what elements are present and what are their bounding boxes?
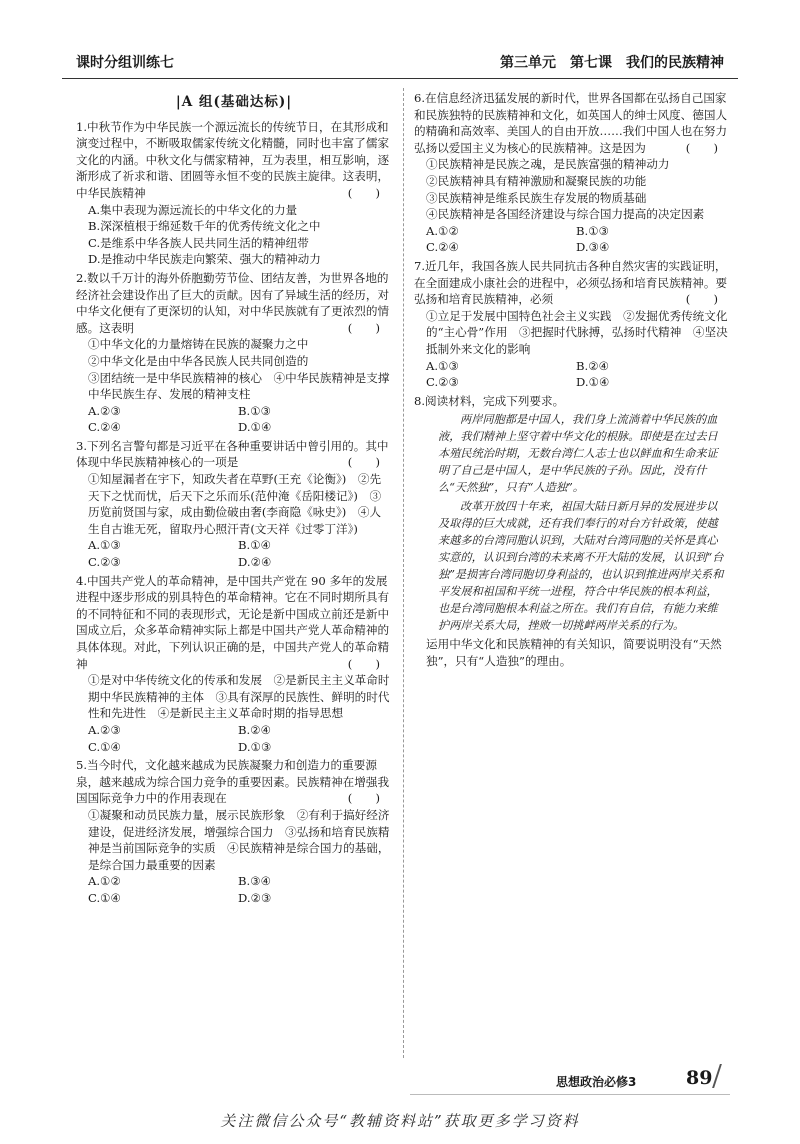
answer-option: C.②④	[88, 420, 121, 435]
answer-option: A.①②	[426, 223, 459, 238]
statement-item: ③民族精神是维系民族生存发展的物质基础	[426, 190, 647, 205]
statement-item: ①立足于发展中国特色社会主义实践 ②发掘优秀传统文化的“主心骨”作用 ③把握时代脉搏，弘扬时代精神 ④坚决抵制外来文化的影响	[426, 308, 728, 356]
page-header	[62, 48, 738, 79]
statement-item: ①是对中华传统文化的传承和发展 ②是新民主主义革命时期中华民族精神的主体 ③具有深厚的民族性、鲜明的时代性和先进性 ④是新民主主义革命时期的指导思想	[88, 673, 390, 721]
answer-option: C.②③	[426, 375, 459, 390]
question-block	[76, 757, 392, 906]
answer-option: A.①②	[88, 874, 121, 889]
footer-slash-mark	[712, 1064, 722, 1088]
answer-blank: ( )	[685, 292, 718, 307]
worksheet-title: 课时分组训练七	[76, 55, 174, 71]
question-8-task: 运用中华文化和民族精神的有关知识，简要说明没有“天然独”，只有“人造独”的理由。	[426, 637, 722, 668]
statement-item: ①凝聚和动员民族力量，展示民族形象 ②有利于搞好经济建设，促进经济发展，增强综合国力 ③弘扬和培育民族精神是当前国际竞争的实质 ④民族精神是综合国力的基础，是综合国力最重要的因素	[88, 807, 390, 872]
answer-option: A.②③	[88, 403, 121, 418]
question-stem	[76, 270, 392, 336]
answer-options	[76, 722, 392, 755]
passage-paragraph-2: 改革开放四十年来，祖国大陆日新月异的发展进步以及取得的巨大成就，还有我们奉行的对台方针政策，使越来越多的台湾同胞认识到，大陆对台湾同胞的关怀是真心实意的，认识到台湾的未来离不开大陆的发展，认识到“台独”是损害台湾同胞切身利益的，也认识到推进两岸关系和平发展和祖国和平统一进程，符合中华民族的根本利益，也是台湾同胞根本利益之所在。我们有自信，有能力来维护两岸关系大局，挫败一切挑衅两岸关系的行为。	[438, 500, 724, 633]
answer-options	[414, 358, 730, 391]
statement-item: ③团结统一是中华民族精神的核心 ④中华民族精神是支撑中华民族生存、发展的精神支柱	[88, 370, 390, 402]
answer-option: B.②④	[238, 722, 271, 737]
statement-item: D.是推动中华民族走向繁荣、强大的精神动力	[88, 252, 321, 267]
answer-option: B.①③	[576, 223, 609, 238]
question-stem	[414, 393, 730, 410]
question-block	[76, 270, 392, 436]
question-block	[76, 438, 392, 571]
statement-item: ②中华文化是由中华各民族人民共同创造的	[88, 353, 309, 368]
statement-item: ①知屋漏者在宇下，知政失者在草野(王充《论衡》) ②先天下之忧而忧，后天下之乐而乐(范仲淹《岳阳楼记》) ③历览前贤国与家，成由勤俭破由奢(李商隐《咏史》) ④人生自古谁无死，留取丹心照汗青(文天祥《过零丁洋》)	[88, 472, 382, 536]
answer-option: B.①③	[238, 403, 271, 418]
answer-option: A.①③	[88, 538, 121, 553]
answer-options	[414, 223, 730, 256]
question-block	[414, 90, 730, 256]
footer-rule	[410, 1094, 730, 1095]
answer-blank: ( )	[347, 320, 380, 335]
answer-options	[76, 873, 392, 906]
question-stem-text: 8.阅读材料，完成下列要求。	[414, 393, 565, 408]
answer-option: B.②④	[576, 358, 609, 373]
answer-option: B.①④	[238, 538, 271, 553]
answer-blank: ( )	[347, 656, 380, 671]
answer-option: D.③④	[576, 240, 610, 255]
answer-option: D.①③	[238, 739, 272, 754]
answer-option: D.①④	[238, 420, 272, 435]
page-number: 89	[686, 1067, 713, 1089]
section-title: |A 组(基础达标)|	[175, 94, 293, 110]
answer-option: C.①④	[88, 739, 121, 754]
passage-paragraph-1: 两岸同胞都是中国人，我们身上流淌着中华民族的血液，我们精神上坚守着中华文化的根脉。即使是在过去日本殖民统治时期，无数台湾仁人志士也以鲜血和生命来证明了自己是中国人，是中华民族的子孙。因此，没有什么“天然独”，只有“人造独”。	[438, 413, 718, 495]
statement-item: ④民族精神是各国经济建设与综合国力提高的决定因素	[426, 207, 705, 222]
left-question-list	[76, 119, 392, 907]
question-stem	[76, 573, 392, 673]
right-question-list	[414, 90, 730, 409]
left-column	[76, 90, 392, 909]
answer-option: C.②④	[426, 240, 459, 255]
footer-book-title: 思想政治必修3	[556, 1075, 637, 1089]
answer-blank: ( )	[347, 455, 380, 470]
question-stem-text: 3.下列名言警句都是习近平在各种重要讲话中曾引用的。其中体现中华民族精神核心的一项是	[76, 438, 389, 470]
question-stem-text: 6.在信息经济迅猛发展的新时代，世界各国都在弘扬自己国家和民族独特的民族精神和文化，如英国人的绅士风度、德国人的精确和高效率、美国人的自由开放……我们中国人也在努力弘扬以爱国主义为核心的民族精神。这是因为	[414, 91, 728, 155]
statement-item: ①民族精神是民族之魂，是民族富强的精神动力	[426, 157, 670, 172]
answer-option: D.①④	[576, 375, 610, 390]
column-divider	[403, 88, 404, 1058]
answer-blank: ( )	[685, 140, 718, 155]
statement-item: ①中华文化的力量熔铸在民族的凝聚力之中	[88, 337, 309, 352]
question-stem-text: 4.中国共产党人的革命精神，是中国共产党在 90 多年的发展进程中逐步形成的别具特色的革命精神。它在不同时期所具有的不同特征和不同的表现形式，无论是新中国成立前还是新中国成立后，众多革命精神实际上都是中国共产党人革命精神的具体体现。对此，下列认识正确的是，中国共产党人的革命精神	[76, 573, 390, 671]
question-stem	[414, 258, 730, 308]
answer-options	[76, 537, 392, 570]
question-stem-text: 1.中秋节作为中华民族一个源远流长的传统节日，在其形成和演变过程中，不断吸取儒家传统文化精髓，同时也丰富了儒家文化的内涵。中秋文化与儒家精神，互为表里，相互影响，逐渐形成了祈求和谐、团圆等永恒不变的民族主旋律。这表明，中华民族精神	[76, 119, 390, 200]
right-column	[414, 90, 730, 669]
watermark-note: 关注微信公众号“教辅资料站”获取更多学习资料	[220, 1112, 580, 1130]
question-stem	[76, 438, 392, 471]
question-stem	[76, 119, 392, 202]
question-stem	[76, 757, 392, 807]
statement-item: C.是维系中华各族人民共同生活的精神纽带	[88, 235, 309, 250]
unit-lesson-title: 第三单元 第七课 我们的民族精神	[500, 55, 724, 71]
answer-options	[76, 403, 392, 436]
question-block	[76, 119, 392, 268]
answer-option: D.②③	[238, 890, 272, 905]
question-stem-text: 2.数以千万计的海外侨胞勤劳节俭、团结友善，为世界各地的经济社会建设作出了巨大的贡献。因有了异域生活的经历，对中华文化便有了更深切的认知，对中华民族就有了更浓烈的情感。这表明	[76, 270, 390, 335]
question-block	[76, 573, 392, 756]
statement-item: B.深深植根于绵延数千年的优秀传统文化之中	[88, 219, 321, 234]
question-block	[414, 258, 730, 391]
answer-option: C.②③	[88, 555, 121, 570]
answer-option: D.②④	[238, 555, 272, 570]
answer-option: A.①③	[426, 358, 459, 373]
statement-item: ②民族精神具有精神激励和凝聚民族的功能	[426, 173, 647, 188]
answer-option: C.①④	[88, 890, 121, 905]
question-stem-text: 7.近几年，我国各族人民共同抗击各种自然灾害的实践证明，在全面建成小康社会的进程中，必须弘扬和培育民族精神。要弘扬和培育民族精神，必须	[414, 258, 728, 307]
answer-option: A.②③	[88, 722, 121, 737]
answer-blank: ( )	[347, 185, 380, 200]
answer-blank: ( )	[347, 791, 380, 806]
statement-item: A.集中表现为源远流长的中华文化的力量	[88, 202, 298, 217]
question-stem	[414, 90, 730, 156]
question-stem-text: 5.当今时代，文化越来越成为民族凝聚力和创造力的重要源泉，越来越成为综合国力竞争的重要因素。民族精神在增强我国国际竞争力中的作用表现在	[76, 758, 390, 806]
reading-passage	[414, 411, 730, 634]
question-block	[414, 393, 730, 410]
answer-option: B.③④	[238, 874, 271, 889]
